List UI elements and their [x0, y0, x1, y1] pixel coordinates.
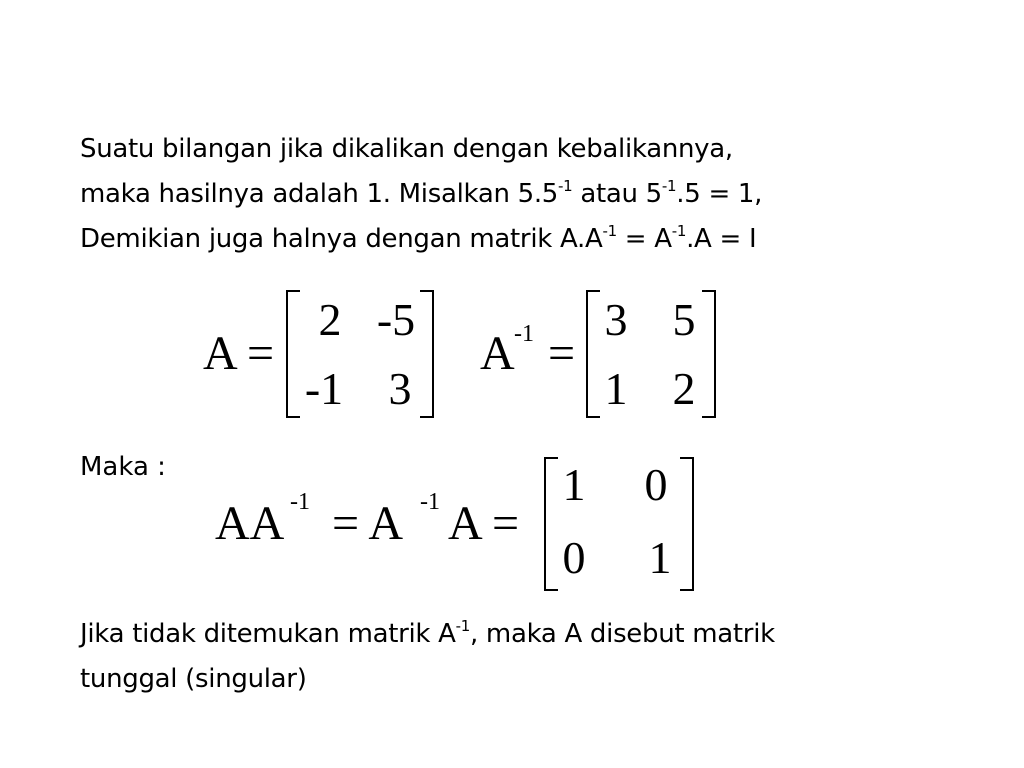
matrix-a-inv-lhs: A [480, 327, 515, 380]
superscript: -1 [661, 177, 677, 195]
conclusion-line-1-text-a: Jika tidak ditemukan matrik A [80, 619, 456, 649]
superscript: -1 [455, 617, 470, 635]
matrix-cell: 2 [318, 294, 342, 345]
superscript: -1 [514, 321, 534, 347]
identity-p2: = A [332, 497, 404, 550]
maka-label: Maka : [80, 452, 166, 482]
conclusion-line-2: tunggal (singular) [80, 664, 307, 694]
superscript: -1 [602, 222, 617, 240]
matrix-cell: -5 [376, 294, 416, 345]
identity-p3: A = [448, 497, 520, 550]
intro-line-3-text-a: Demikian juga halnya dengan matrik A.A [80, 224, 603, 254]
conclusion-line-1 [80, 612, 775, 657]
intro-paragraph [80, 127, 762, 262]
equals-sign: = [548, 327, 576, 380]
superscript: -1 [558, 177, 573, 195]
superscript: -1 [420, 489, 440, 515]
intro-line-1: Suatu bilangan jika dikalikan dengan kebalikannya, [80, 134, 733, 164]
matrix-cell: 1 [604, 363, 628, 414]
matrix-cell: 5 [672, 294, 696, 345]
superscript: -1 [671, 222, 687, 240]
intro-line-2-text-c: .5 = 1, [676, 179, 763, 209]
identity-p1: AA [215, 497, 285, 550]
right-bracket [420, 290, 434, 418]
superscript: -1 [290, 489, 310, 515]
matrix-cell: 0 [562, 532, 586, 583]
matrix-a-lhs: A = [203, 327, 275, 380]
intro-line-3-text-b: = A [616, 224, 672, 254]
intro-line-2-text-a: maka hasilnya adalah 1. Misalkan 5.5 [80, 179, 559, 209]
matrix-cell: 1 [648, 532, 672, 583]
intro-line-3 [80, 217, 762, 262]
right-bracket [680, 457, 694, 591]
matrix-cell: 3 [604, 294, 628, 345]
right-bracket [702, 290, 716, 418]
intro-line-2 [80, 172, 762, 217]
matrix-cell: 0 [644, 459, 668, 510]
conclusion-paragraph [80, 612, 775, 702]
conclusion-line-1-text-b: , maka A disebut matrik [470, 619, 775, 649]
intro-line-2-text-b: atau 5 [572, 179, 662, 209]
intro-line-3-text-c: .A = I [686, 224, 757, 254]
matrix-cell: -1 [304, 363, 344, 414]
matrix-cell: 3 [388, 363, 412, 414]
matrix-cell: 2 [672, 363, 696, 414]
matrix-cell: 1 [562, 459, 586, 510]
